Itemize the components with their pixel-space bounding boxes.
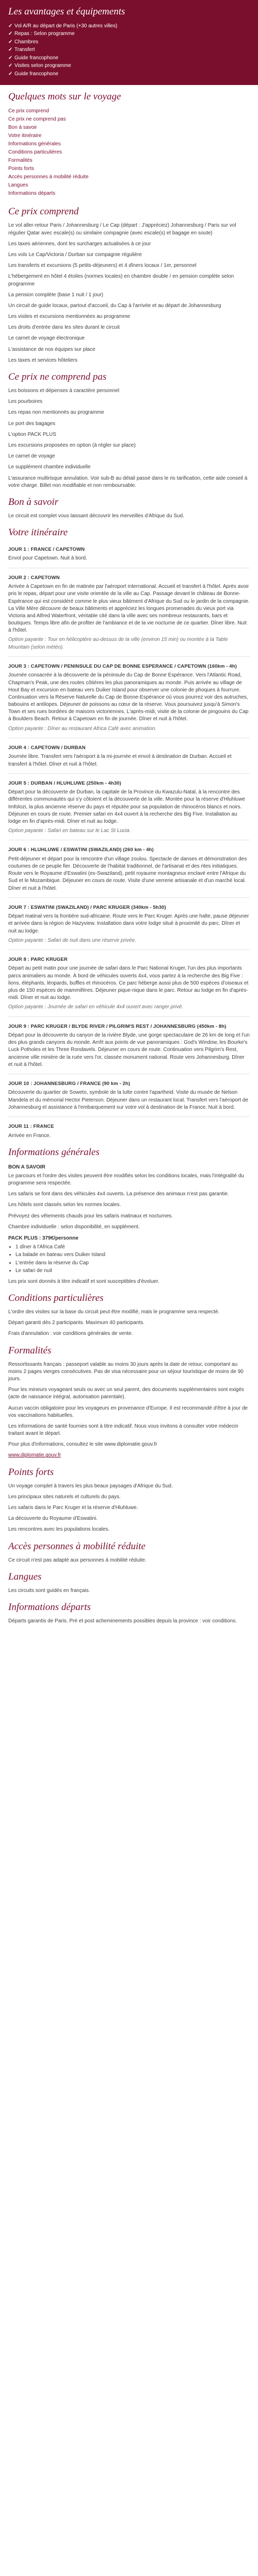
quick-link-excludes[interactable]: Ce prix ne comprend pas [8, 116, 66, 123]
itinerary-day [8, 744, 250, 768]
day-text: Départ au petit matin pour une journée de safari dans le Parc National Kruger, l'un des plus importants parcs animaliers au monde. À bord de véhicules ouverts 4x4, vous partez à la recherche des Big Five : lions, éléphants, léopards, buffles et rhinocéros. Ce parc héberge aussi plus de 500 espèces d'oiseaux et plus de 150 espèces de mammifères. Déjeuner pique-nique dans le parc. Retour au lodge en fin d'après-midi. Dîner et nuit au lodge. [8, 965, 249, 1001]
check-icon: ✓ [8, 23, 13, 29]
section-title: Votre itinéraire [8, 527, 68, 538]
section-accessibility [0, 1540, 258, 1564]
paragraph: Un circuit de guide locaux, partout d'accueil, du Cap à l'arrivée et au départ de Johannesburg [8, 302, 221, 309]
paragraph: Les droits d'entrée dans les sites durant le circuit [8, 325, 120, 331]
section-includes [0, 205, 258, 364]
check-icon: ✓ [8, 31, 13, 37]
section-title: Informations départs [8, 1601, 91, 1613]
paragraph: Le vol aller-retour Paris / Johannesburg / Le Cap (départ : J'appréciez) Johannesburg / Paris sur vol régulier Qatar avec escale(s) ou similaire compagnie (avec escale(s) et bagage en soute) [8, 223, 236, 236]
section-title: Accès personnes à mobilité réduite [8, 1540, 146, 1552]
paragraph: Un voyage complet à travers les plus beaux paysages d'Afrique du Sud. [8, 1483, 173, 1489]
day-title: JOUR 4 : CAPETOWN / DURBAN [8, 744, 86, 751]
itinerary-day [8, 780, 250, 835]
day-title: JOUR 7 : ESWATINI (SWAZILAND) / PARC KRUGER (340km - 5h30) [8, 904, 166, 910]
advantage-item: ✓ Chambres [8, 38, 250, 46]
paragraph: L'assistance de nos équipes sur place [8, 346, 95, 352]
advantage-item: ✓ Guide francophone [8, 54, 250, 62]
paragraph: Le parcours et l'ordre des visites peuvent être modifiés selon les conditions locales, mais l'intégralité du programme sera respectée. [8, 1173, 244, 1187]
itinerary-day [8, 904, 250, 944]
itinerary-day [8, 546, 250, 563]
quick-links-title: Quelques mots sur le voyage [8, 91, 121, 103]
section-title: Bon à savoir [8, 496, 59, 507]
paragraph: Les repas non mentionnés au programme [8, 410, 104, 416]
paragraph: L'hébergement en hôtel 4 étoiles (normes locales) en chambre double / en pension complète selon programme [8, 274, 234, 287]
day-text: Envol pour Capetown. Nuit à bord. [8, 555, 87, 562]
list-item: • La balade en bateau vers Duiker Island [15, 1251, 250, 1259]
advantage-item: ✓ Transfert [8, 46, 250, 54]
paragraph: Ressortissants français : passeport valable au moins 30 jours après la date de retour, comportant au moins 2 pages vierges consécutives. Pas de visa nécessaire pour un séjour touristique de moins de 90 jours. [8, 1361, 244, 1382]
paragraph: L'ordre des visites sur la base du circuit peut être modifié, mais le programme sera respecté. [8, 1309, 220, 1315]
paragraph: Les circuits sont guidés en français. [8, 1587, 90, 1594]
section-langues [0, 1570, 258, 1595]
paragraph: Ce circuit n'est pas adapté aux personnes à mobilité réduite. [8, 1557, 147, 1563]
divider [8, 1016, 250, 1017]
day-option: Option payante : Safari de nuit dans une réserve privée. [8, 937, 136, 943]
itinerary-day [8, 1123, 250, 1140]
advantage-item: ✓ Repas : Selon programme [8, 30, 250, 38]
itinerary-day [8, 574, 250, 651]
paragraph: Le carnet de voyage électronique [8, 335, 85, 342]
day-title: JOUR 1 : FRANCE / CAPETOWN [8, 547, 85, 552]
section-title: Langues [8, 1571, 42, 1582]
quick-link-includes[interactable]: Ce prix comprend [8, 108, 49, 114]
quick-link-itinerary[interactable]: Votre itinéraire [8, 133, 42, 139]
paragraph: L'assurance multirisque annulation. Voir sub-B au détail passé dans le ris tarification, cette aide conseil à votre charge. Billet non modifiable et non remboursable. [8, 475, 248, 488]
day-text: Départ matinal vers la frontière sud-africaine. Route vers le Parc Kruger. Après une halte, pause déjeuner et arrivée dans la région de Hazyview. Installation dans votre lodge situé à proximité du parc. Dîner et nuit au lodge. [8, 913, 249, 934]
day-text: Découverte du quartier de Soweto, symbole de la lutte contre l'apartheid. Visite du musée de Nelson Mandela et du mémorial Hector Pieterson. Déjeuner dans un restaurant local. Transfert vers l'aéroport de Johannesburg et assistance à l'embarquement sur votre vol à destination de la France. Nuit à bord. [8, 1090, 248, 1110]
subheading: BON A SAVOIR [8, 1164, 45, 1170]
advantages-title: Les avantages et équipements [8, 6, 125, 17]
advantages-box [0, 0, 258, 85]
itinerary-day [8, 1023, 250, 1069]
diplomatie-link[interactable]: www.diplomatie.gouv.fr [8, 1452, 61, 1459]
quick-link-points-forts[interactable]: Points forts [8, 166, 35, 172]
section-formalites [0, 1344, 258, 1460]
paragraph: Les principaux sites naturels et culturels du pays. [8, 1494, 121, 1500]
paragraph: Le port des bagages [8, 420, 56, 427]
paragraph: Les transferts et excursions (5 petits-déjeuners) et 4 dîners locaux / 1er, personnel [8, 263, 197, 269]
paragraph: L'option PACK PLUS [8, 431, 56, 437]
paragraph: Les informations de santé fournies sont à titre indicatif. Nous vous invitons à consulter votre médecin traitant avant le départ. [8, 1423, 238, 1437]
paragraph: Pour les mineurs voyageant seuls ou avec un seul parent, des documents supplémentaires sont exigés (acte de naissance intégral, autorisation parentale). [8, 1387, 244, 1400]
section-title: Points forts [8, 1466, 54, 1478]
paragraph: Les rencontres avec les populations locales. [8, 1527, 110, 1533]
itinerary-day [8, 956, 250, 1011]
list-item: • L'entrée dans la réserve du Cap [15, 1260, 250, 1267]
paragraph: La pension complète (base 1 nuit / 1 jour) [8, 292, 103, 298]
day-title: JOUR 10 : JOHANNESBURG / FRANCE (90 km - 2h) [8, 1080, 131, 1087]
section-general-info [0, 1146, 258, 1285]
section-conditions [0, 1292, 258, 1338]
advantage-item: ✓ Vol A/R au départ de Paris (+30 autres villes) [8, 22, 250, 30]
paragraph: La découverte du Royaume d'Eswatini. [8, 1516, 98, 1522]
day-title: JOUR 3 : CAPETOWN / PENINSULE DU CAP DE BONNE ESPERANCE / CAPETOWN (160km - 4h) [8, 663, 237, 669]
pack-plus-heading: PACK PLUS : 379€/personne [8, 1235, 78, 1241]
paragraph: Le supplément chambre individuelle [8, 464, 91, 470]
paragraph: Départs garantis de Paris. Pré et post acheminements possibles depuis la province : voir conditions. [8, 1618, 237, 1624]
paragraph: Chambre individuelle : selon disponibilité, en supplément. [8, 1224, 140, 1230]
divider [8, 656, 250, 657]
paragraph: Les excursions proposées en option (à régler sur place) [8, 442, 136, 448]
paragraph: Aucun vaccin obligatoire pour les voyageurs en provenance d'Europe. Il est recommandé d'être à jour de vos vaccinations habituelles. [8, 1405, 248, 1418]
paragraph: Frais d'annulation : voir conditions générales de vente. [8, 1331, 133, 1337]
day-text: Départ pour la découverte de Durban, la capitale de la Province du Kwazulu-Natal, à la rencontre des différentes communautés qui s'y côtoient et la découverte de la ville. Montée pour la réserve d'Hluhluwe Imfolozi, la plus ancienne réserve du pays et réputée pour sa population de rhinocéros blancs et noirs. Déjeuner en cours de route. Premier safari en 4x4 ouvert à la recherche des Big Five. Installation au lodge en fin d'après-midi. Dîner et nuit au lodge. [8, 789, 245, 824]
list-item: • 1 dîner à l'Africa Café [15, 1244, 250, 1251]
paragraph: Les prix sont donnés à titre indicatif et sont susceptibles d'évoluer. [8, 1278, 159, 1284]
quick-links-list [8, 107, 258, 198]
day-option: Option payante : Dîner au restaurant Africa Café avec animation. [8, 725, 157, 732]
paragraph: Les taxes et services hôteliers [8, 357, 77, 363]
day-title: JOUR 2 : CAPETOWN [8, 574, 60, 581]
check-icon: ✓ [8, 63, 13, 69]
paragraph: Départ garanti dès 2 participants. Maximum 40 participants. [8, 1320, 145, 1326]
quick-link-bon-savoir[interactable]: Bon à savoir [8, 125, 37, 131]
day-text: Départ pour la découverte du canyon de la rivière Blyde, une gorge spectaculaire de 26 km de long et l'un des plus grands canyons du monde. Arrêt aux points de vue panoramiques : God's Window, les Bourke's Luck Potholes et les Three Rondavels. Déjeuner en cours de route. Continuation vers Pilgrim's Rest, ancienne ville minière de la ruée vers l'or, classée monument national. Route vers Johannesburg. Dîner et nuit à l'hôtel. [8, 1032, 250, 1067]
divider [8, 897, 250, 898]
paragraph: Les visites et excursions mentionnées au programme [8, 314, 131, 320]
section-title: Ce prix ne comprend pas [8, 371, 107, 383]
divider [8, 773, 250, 774]
itinerary-day [8, 1080, 250, 1111]
section-title: Informations générales [8, 1146, 100, 1158]
check-icon: ✓ [8, 71, 13, 77]
paragraph: Le circuit est complet vous laissant découvrir les merveilles d'Afrique du Sud. [8, 513, 184, 519]
itinerary-day [8, 846, 250, 892]
pack-plus-list [8, 1244, 250, 1275]
quick-link-accessibility[interactable]: Accès personnes à mobilité réduite [8, 174, 89, 180]
section-title: Formalités [8, 1345, 52, 1356]
check-icon: ✓ [8, 55, 13, 61]
paragraph: Les taxes aériennes, dont les surcharges actualisées à ce jour [8, 241, 151, 247]
quick-link-formalites[interactable]: Formalités [8, 158, 33, 164]
day-option: Option payante : Safari en bateau sur le Lac St Lucia. [8, 828, 131, 834]
day-text: Arrivée à Capetown en fin de matinée par l'aéroport international. Accueil et transfert à l'hôtel. Après avoir pris le repas, départ pour une visite orientée de la ville au Cap. Passage devant le château de Bonne-Espérance qui est considéré comme le plus vieux bâtiment d'Afrique du Sud ou le jardin de la compagnie. La Ville Mère découvre de beaux bâtiments et appréciez les longues promenades du vieux port via Victoria and Alfred Waterfront, véritable cité dans la ville avec ses nombreux restaurants, bars et boutiques. Temps libre afin de profiter de l'ambiance et de la vie nocturne de ce quartier. Dîner libre. Nuit à l'hôtel. [8, 584, 250, 634]
day-title: JOUR 9 : PARC KRUGER / BLYDE RIVER / PILGRIM'S REST / JOHANNESBURG (450km - 8h) [8, 1023, 227, 1029]
day-option: Option payante : Journée de safari en véhicule 4x4 ouvert avec ranger privé. [8, 1004, 184, 1010]
day-title: JOUR 11 : FRANCE [8, 1124, 54, 1130]
section-bon-savoir [0, 496, 258, 520]
section-title: Conditions particulières [8, 1293, 104, 1304]
day-option: Option payante : Tour en hélicoptère au-dessus de la ville (environ 15 min) ou montée à la Table Mountain (selon météo). [8, 637, 228, 650]
day-title: JOUR 8 : PARC KRUGER [8, 956, 68, 962]
day-title: JOUR 5 : DURBAN / HLUHLUWE (250km - 4h30) [8, 780, 121, 786]
day-text: Arrivée en France. [8, 1132, 51, 1139]
list-item: • Le safari de nuit [15, 1267, 250, 1275]
advantage-item: ✓ Guide francophone [8, 70, 250, 78]
quick-link-general-info[interactable]: Informations générales [8, 141, 61, 147]
paragraph: Pour plus d'informations, consultez le site www.diplomatie.gouv.fr [8, 1442, 157, 1448]
divider [8, 1116, 250, 1117]
itinerary-day [8, 663, 250, 733]
paragraph: Prévoyez des vêtements chauds pour les safaris matinaux et nocturnes. [8, 1213, 173, 1219]
advantages-list [8, 22, 250, 78]
section-title: Ce prix comprend [8, 206, 79, 217]
paragraph: Le carnet de voyage [8, 453, 55, 460]
day-text: Petit-déjeuner et départ pour la rencontre d'un village zoulou. Spectacle de danses et démonstration des coutumes de ce peuple fier. Découverte de l'habitat traditionnel, de l'artisanat et des rites initiatiques. Route vers le Royaume d'Eswatini (ex-Swaziland), petit royaume montagneux enclavé entre l'Afrique du Sud et le Mozambique. Déjeuner en cours de route. Visite d'une verrerie artisanale et d'un marché local. Dîner et nuit à l'hôtel. [8, 856, 247, 891]
check-icon: ✓ [8, 39, 13, 45]
section-points-forts [0, 1466, 258, 1534]
quick-link-langues[interactable]: Langues [8, 182, 28, 189]
section-itinerary [0, 526, 258, 1140]
paragraph: Les safaris dans le Parc Kruger et la réserve d'Hluhluwe. [8, 1505, 138, 1511]
day-text: Journée consacrée à la découverte de la péninsule du Cap de Bonne Espérance. Vers l'Atlantic Road, Chapman's Peak, une des routes côtières les plus panoramiques au monde. Puis arrivée au village de Hout Bay et excursion en bateau vers Duiker Island pour observer une colonie de phoques à fourrure. Continuation vers la Réserve Naturelle du Cap de Bonne-Espérance où vous pourrez voir des autruches, babouins et antilopes. Déjeuner de poissons au cœur de la réserve. Vous poursuivez jusqu'à Simon's Town et ses rues bordées de maisons victoriennes. L'après-midi, visite de la colonie de pingouins du Cap à Boulders Beach. Retour à Capetown en fin de journée. Dîner et nuit à l'hôtel. [8, 672, 249, 722]
day-title: JOUR 6 : HLUHLUWE / ESWATINI (SWAZILAND) (260 km - 4h) [8, 847, 154, 853]
check-icon: ✓ [8, 47, 13, 53]
advantage-item: ✓ Visites selon programme [8, 62, 250, 70]
paragraph: Les pourboires [8, 399, 43, 405]
paragraph: Les hôtels sont classés selon les normes locales. [8, 1202, 121, 1208]
day-text: Journée libre. Transfert vers l'aéroport à la mi-journée et envol à destination de Durban. Accueil et transfert à l'hôtel. Dîner et nuit à l'hôtel. [8, 754, 232, 767]
paragraph: Les safaris se font dans des véhicules 4x4 ouverts. La présence des animaux n'est pas garantie. [8, 1191, 229, 1197]
quick-link-conditions[interactable]: Conditions particulières [8, 149, 62, 156]
section-excludes [0, 370, 258, 489]
paragraph: Les vols Le Cap/Victoria / Durban sur compagnie régulière [8, 251, 142, 258]
paragraph: Les boissons et dépenses à caractère personnel [8, 388, 120, 394]
quick-link-departs[interactable]: Informations départs [8, 191, 56, 197]
section-departs [0, 1601, 258, 1625]
